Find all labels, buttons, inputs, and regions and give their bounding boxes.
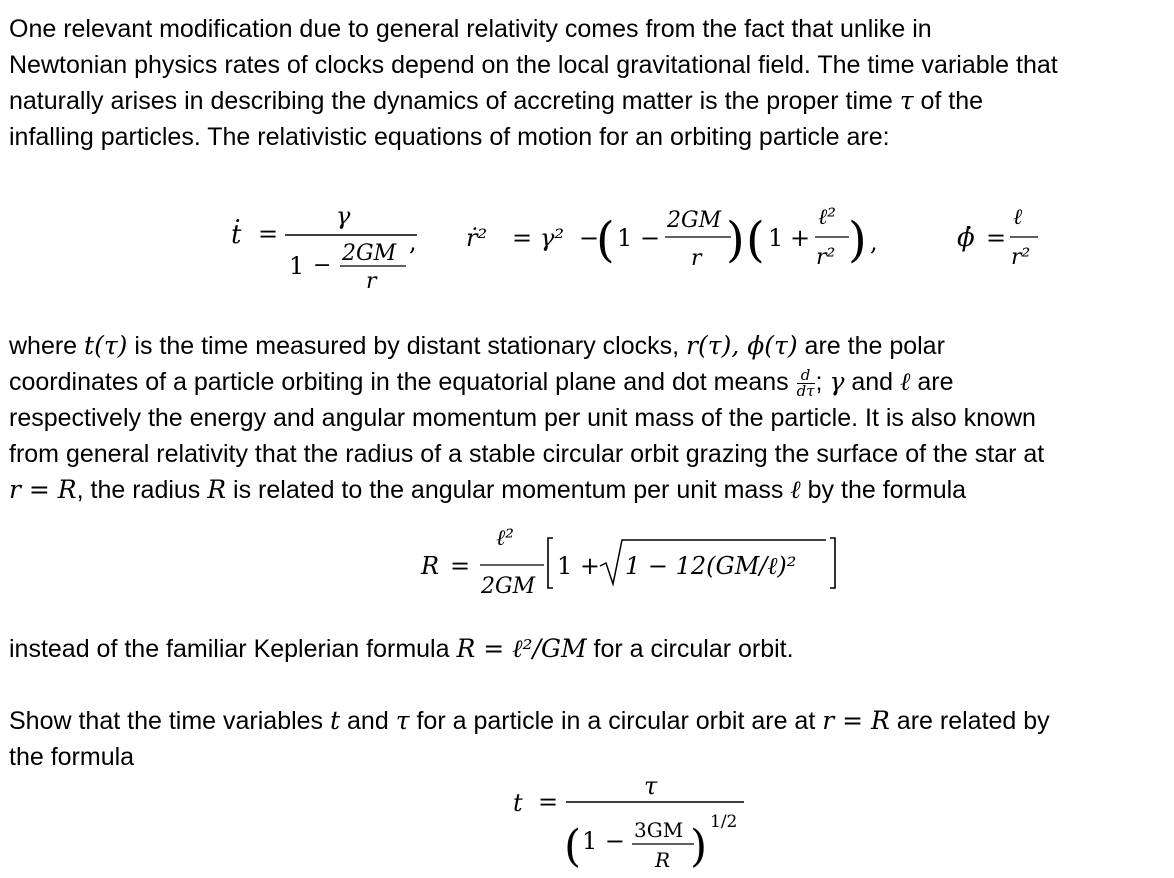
- gamma-squared: γ²: [540, 224, 564, 252]
- tdot-lhs: ṫ: [231, 220, 242, 250]
- ell-squared-numerator: ℓ²: [496, 526, 514, 551]
- final-tau: τ: [644, 772, 658, 800]
- equals-sign-3: =: [986, 224, 1007, 252]
- intro-line-2: Newtonian physics rates of clocks depend on the local gravitational field. The time variable that: [9, 51, 1058, 79]
- two-gm-denominator: 2GM: [481, 574, 536, 599]
- kepler-line: instead of the familiar Keplerian formula R = ℓ²/GM for a circular orbit.: [9, 634, 794, 663]
- right-paren-1: ): [726, 212, 745, 268]
- intro-line-1: One relevant modification due to general relativity comes from the fact that unlike in: [9, 15, 932, 43]
- where-line-2: coordinates of a particle orbiting in the equatorial plane and dot means $\frac{d}{d\tau}$ ; γ and ℓ are: [9, 365, 954, 400]
- two-gm-numerator: 2GM: [342, 241, 397, 266]
- kepler-paragraph: [9, 631, 1169, 667]
- radius-R: R: [421, 552, 440, 580]
- equals-sign: =: [258, 220, 279, 248]
- d-dtau-fraction: $\frac{d}{d\tau}$: [796, 365, 815, 400]
- tau-symbol: τ: [899, 86, 914, 115]
- R-denominator: R: [655, 848, 671, 872]
- r-denominator: r: [366, 269, 377, 294]
- where-line-1: where t(τ) is the time measured by distant stationary clocks, r(τ), ϕ(τ) are the polar: [9, 331, 945, 360]
- kepler-formula: R = ℓ²/GM: [456, 634, 587, 663]
- phidot-lhs: ϕ̇: [957, 223, 975, 253]
- one-denominator: 1: [289, 252, 305, 280]
- left-paren-3: (: [564, 821, 582, 872]
- where-line-5: r = R, the radius R is related to the angular momentum per unit mass ℓ by the formula: [9, 475, 967, 504]
- equals-sign-2: =: [512, 224, 533, 252]
- right-paren-2: ): [848, 212, 867, 268]
- equations-of-motion: [0, 180, 1174, 300]
- r-fraction-bottom: r: [691, 246, 702, 271]
- equals-sign-5: =: [538, 788, 559, 816]
- minus-sign: −: [313, 253, 332, 278]
- where-line-4: from general relativity that the radius of a stable circular orbit grazing the surface of the star at: [9, 440, 1045, 468]
- intro-line-4: infalling particles. The relativistic equations of motion for an orbiting particle are:: [9, 123, 890, 151]
- where-paragraph: [9, 328, 1169, 508]
- one-in-paren-2: 1: [768, 224, 784, 252]
- show-line-1: Show that the time variables t and τ for a particle in a circular orbit are at r = R are related by: [9, 706, 1050, 735]
- final-t: t: [513, 789, 523, 817]
- one-plus: 1 +: [557, 552, 601, 580]
- equals-sign-4: =: [450, 552, 471, 580]
- sqrt-content: 1 − 12(GM/ℓ)²: [625, 552, 797, 580]
- left-paren-1: (: [596, 212, 615, 268]
- show-paragraph: [9, 703, 1169, 775]
- plus-sign: +: [790, 224, 811, 252]
- rdot-squared: ṙ²: [466, 224, 488, 252]
- final-formula: [0, 770, 1174, 878]
- ell-top: ℓ: [1013, 205, 1023, 230]
- minus-sign-2: −: [579, 224, 600, 252]
- exponent-half: 1/2: [710, 812, 738, 832]
- gamma-numerator: γ: [336, 202, 351, 230]
- intro-paragraph: [9, 11, 1169, 155]
- one-minus: 1 −: [582, 827, 626, 855]
- r-squared-bottom: r²: [816, 245, 836, 270]
- left-bracket: [548, 538, 553, 588]
- three-gm-numerator: 3GM: [634, 818, 684, 842]
- right-paren-3: ): [690, 821, 708, 872]
- radius-formula: [0, 518, 1174, 608]
- comma-2: ,: [870, 228, 878, 256]
- two-gm-fraction-top: 2GM: [667, 208, 722, 233]
- r-squared-bottom-2: r²: [1011, 245, 1031, 270]
- where-line-3: respectively the energy and angular momentum per unit mass of the particle. It is also known: [9, 404, 1036, 432]
- intro-line-3: naturally arises in describing the dynamics of accreting matter is the proper time τ of the: [9, 86, 984, 115]
- ell-squared-top: ℓ²: [818, 205, 836, 230]
- minus-sign-3: −: [640, 224, 661, 252]
- show-line-2: the formula: [9, 743, 135, 771]
- one-in-paren-1: 1: [617, 224, 633, 252]
- right-bracket: [830, 538, 835, 588]
- comma: ,: [409, 228, 417, 256]
- left-paren-2: (: [746, 212, 765, 268]
